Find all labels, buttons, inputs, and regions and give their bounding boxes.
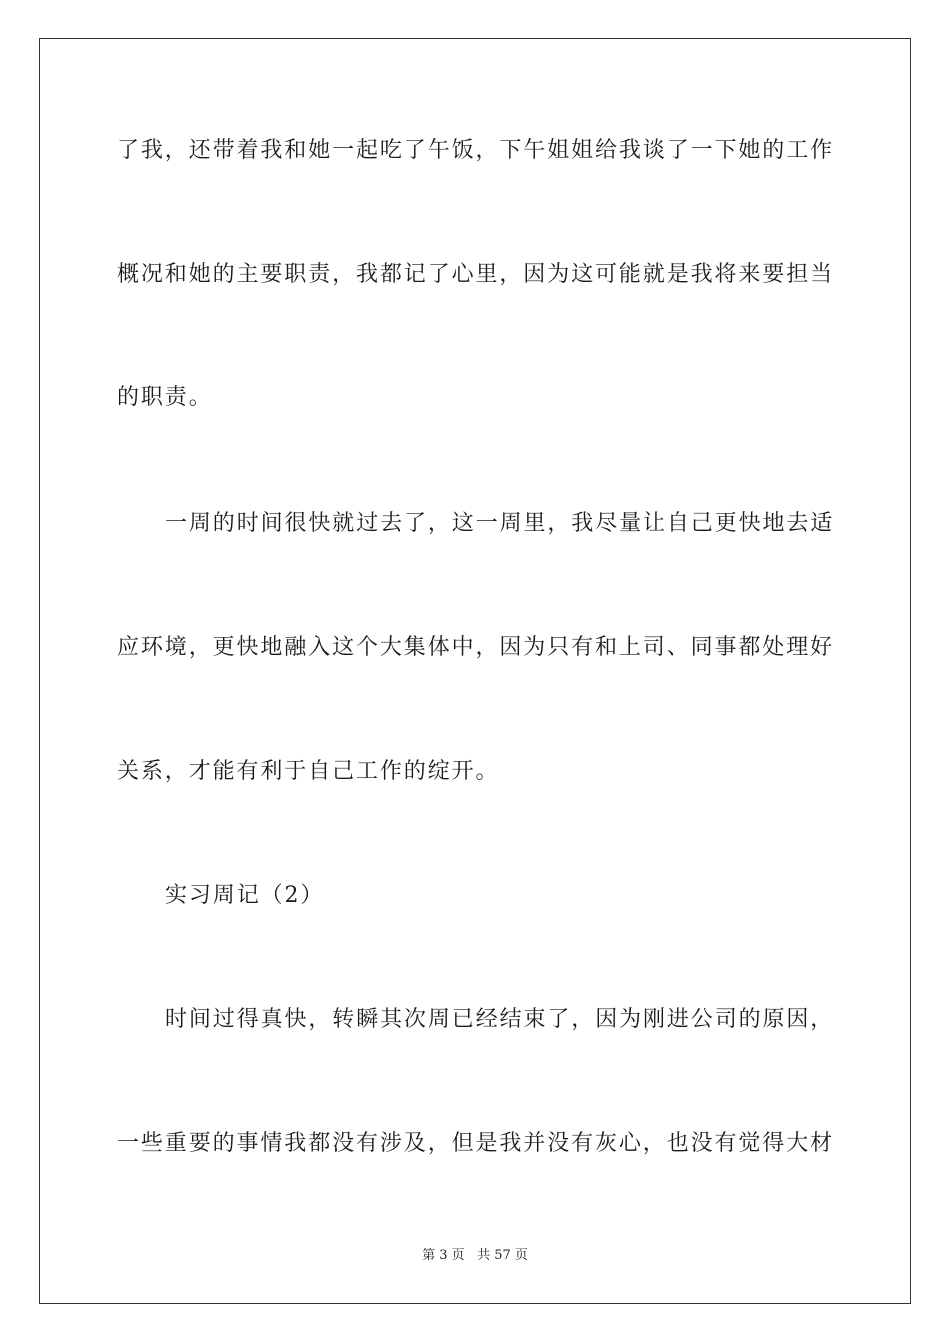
page-number: 第 3 页 (422, 1248, 465, 1263)
page-footer (0, 1247, 950, 1265)
body-text-line: 一些重要的事情我都没有涉及，但是我并没有灰心，也没有觉得大材 (117, 1131, 835, 1156)
body-text-line: 的职责。 (117, 385, 213, 410)
total-pages: 共 57 页 (477, 1248, 528, 1263)
section-heading: 实习周记（2） (165, 883, 325, 908)
paragraph-first-line: 一周的时间很快就过去了，这一周里，我尽量让自己更快地去适 (165, 511, 835, 536)
body-text-line: 应环境，更快地融入这个大集体中，因为只有和上司、同事都处理好 (117, 635, 835, 660)
body-text-line: 关系，才能有利于自己工作的绽开。 (117, 759, 500, 784)
body-text-line: 概况和她的主要职责，我都记了心里，因为这可能就是我将来要担当 (117, 262, 835, 287)
body-text-line: 了我，还带着我和她一起吃了午饭，下午姐姐给我谈了一下她的工作 (117, 138, 835, 163)
page-border (39, 38, 911, 1304)
paragraph-first-line: 时间过得真快，转瞬其次周已经结束了，因为刚进公司的原因， (165, 1007, 835, 1032)
